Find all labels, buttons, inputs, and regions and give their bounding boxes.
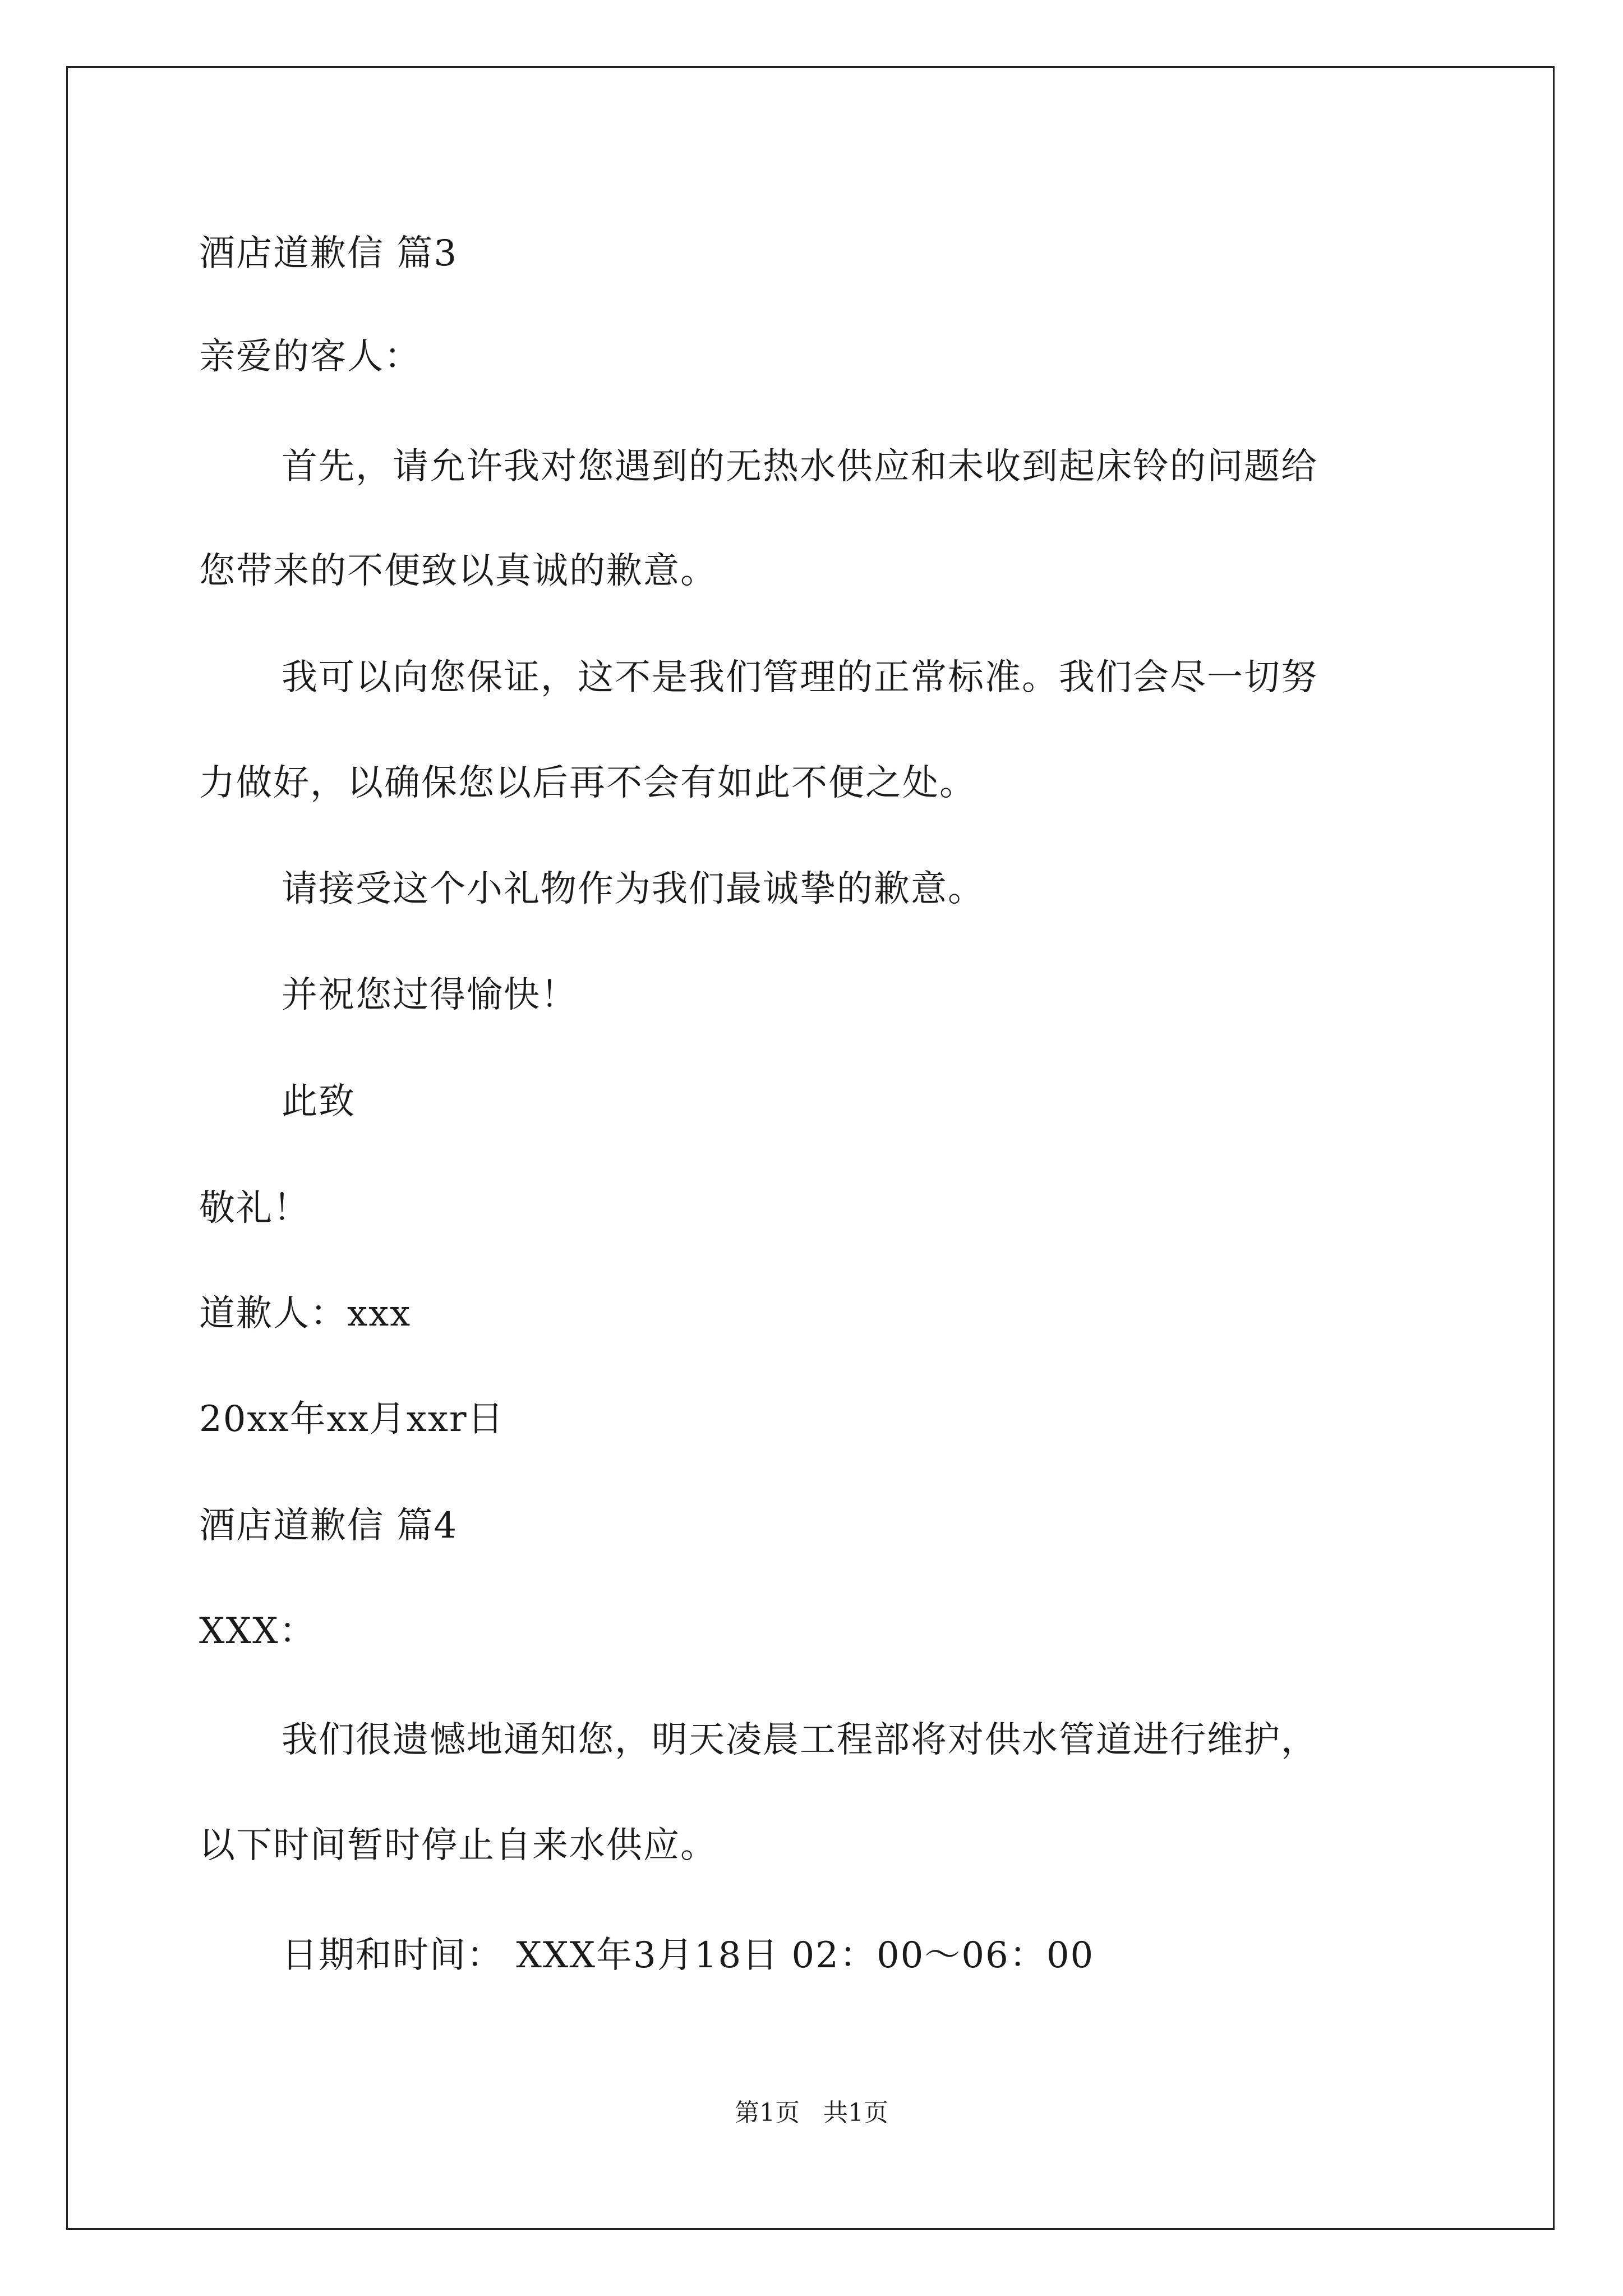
paragraph-line: 您带来的不便致以真诚的歉意。 (199, 550, 717, 592)
paragraph-line: 以下时间暂时停止自来水供应。 (199, 1825, 717, 1866)
signature-line: 道歉人：xxx (199, 1293, 412, 1335)
paragraph-line: 力做好，以确保您以后再不会有如此不便之处。 (199, 762, 976, 804)
section-heading-3: 酒店道歉信 篇3 (199, 233, 458, 274)
paragraph-line: 我可以向您保证，这不是我们管理的正常标准。我们会尽一切努 (282, 657, 1318, 698)
page-border (66, 66, 1555, 2230)
date-line: 20xx年xx月xxr日 (199, 1398, 505, 1440)
closing-line: 此致 (282, 1081, 356, 1122)
closing-line: 敬礼！ (199, 1188, 310, 1229)
paragraph-line: 我们很遗憾地通知您，明天凌晨工程部将对供水管道进行维护， (282, 1719, 1318, 1761)
page-footer: 第1页 共1页 (735, 2099, 888, 2127)
paragraph-line: 并祝您过得愉快！ (282, 974, 578, 1016)
schedule-line: 日期和时间： XXX年3月18日 02：00～06：00 (282, 1935, 1095, 1976)
salutation: XXX： (199, 1611, 316, 1652)
paragraph-line: 首先，请允许我对您遇到的无热水供应和未收到起床铃的问题给 (282, 446, 1318, 487)
paragraph-line: 请接受这个小礼物作为我们最诚挚的歉意。 (282, 868, 985, 910)
salutation: 亲爱的客人： (199, 336, 421, 378)
section-heading-4: 酒店道歉信 篇4 (199, 1505, 458, 1547)
